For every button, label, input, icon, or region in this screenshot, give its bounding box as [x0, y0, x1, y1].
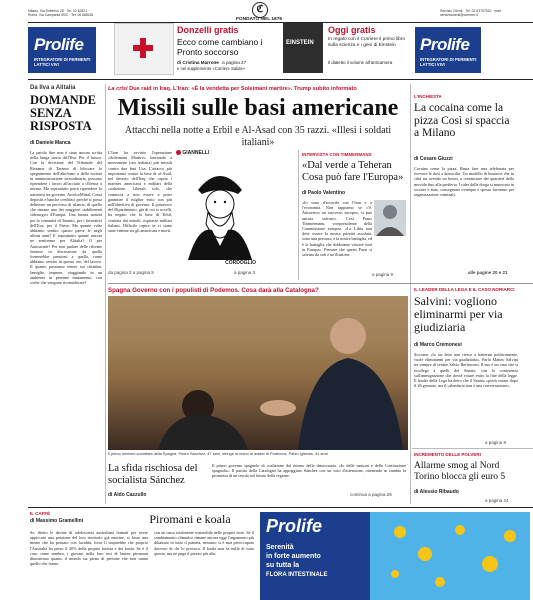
left-col-kicker: Da Ilva a Alitalia	[30, 85, 76, 91]
right-col-kicker: L'INCHIESTA	[414, 94, 442, 99]
ad-prolife-top-right[interactable]	[415, 27, 481, 73]
spain-body: Il primo governo spagnolo di coalizione dal ritorno della democrazia. «Io delle nazioni e della Costituzione spagnola». Il partito della Catalogna ha appoggiato Sánchez con un voto d'astensione, ottenendo in cambio la promessa di un tavolo sul futuro della regione.	[212, 463, 406, 479]
right-col-byline: di Cesare Giuzzi	[414, 156, 453, 162]
ad-bottom-line4: FLORA INTESTINALE	[266, 572, 328, 578]
right-col-headline[interactable]: La cocaina come la pizza Così si spaccia a Milano	[414, 102, 510, 139]
promo-right-sub: Il dialetto il volume all'anticamera	[328, 60, 393, 65]
promo-thumbnail-einstein[interactable]	[283, 23, 323, 73]
salvini-body: Siccome «lo sia letto non riesco a battermi politicamente, vuole eliminarmi per via giudiziaria». Parla Matteo Salvini tra sempre di sentire Silvio Berlusconi. Il suo è un caso che si ricollega a quelli del Senato, con la conferenza sull'immigrazione che dovrà votare entro la fine della legge. Il leader della Lega ha detto che il Senato «potrà votare dopo il 26 gennaio, ma il calendario non è una conversazione».	[414, 352, 518, 389]
person-silhouette-icon	[374, 200, 406, 236]
ad-bottom-line1: Serenità	[266, 544, 294, 551]
promo-left-title: Donzelli gratis	[177, 25, 239, 35]
spain-kicker-text: Governo con i populisti di Podemos. Cosa darà alla Catalogna?	[132, 287, 319, 294]
masthead-right-info: Servizio Clienti · Tel. 02 63797510 · mail: servizioclienti@corriere.it	[440, 9, 502, 17]
left-col-title[interactable]: DOMANDE SENZA RISPOSTA	[30, 93, 96, 133]
main-body: L'Iran ha avviato l'operazione «Soleimani Martire» lanciando a mezzanotte (ora italiana) più missili contro due basi Usa. L'attacco più importante contro la base di al-Asad, nel deserto dell'Iraq che ospita i marines americani e militari della coalizione. Liberali solo, che comincia a non essere a poter garantire il miglior esito con più nell'obiettivo di governo. Il portavoce del Dipartimento, già di cui si uccelli, ha negato che la base di Erbil, centrata dai missili, ospitasse militari italiani. Difficile capire se ci siano state vittime tra gli americani e morti.	[108, 150, 172, 234]
cartoon-drawing	[178, 160, 262, 270]
cartoon-header	[176, 150, 209, 156]
probiotic-dots-graphic	[370, 512, 530, 600]
promo-left-author-name: di Cristina Marrone	[177, 60, 219, 65]
bottom-divider	[28, 507, 533, 508]
masthead-logo: ℭ	[252, 2, 268, 18]
spain-kicker: Spagna	[108, 287, 131, 294]
ad-subtext: INTEGRATORI DI FERMENTI LATTICI VIVI	[420, 57, 477, 67]
masthead-divider	[28, 22, 533, 23]
ad-bottom-line2: in forte aumento	[266, 553, 321, 560]
promo-left-author	[177, 60, 246, 65]
smog-page: a pagina 24	[485, 498, 509, 503]
masthead-founded: FONDATO NEL 1876	[235, 17, 283, 22]
caffe-body-left: Se, dietro le decine di adolescenti australiani fermati per avere appiccato una porzione del loro territorio già enorme, ci fosse una mente che ha pensato con lucidità, forse li stupirebbe che proprio l'Australia ha perso il 20% della propria foresta e dei koala. Se è il caso come sembra, i giovani nella loro tesi di laurea piromani dimostrano quanto il mondo sia pieno di persone che non sanno quello che fanno.	[30, 530, 148, 567]
interview-headline[interactable]: «Dal verde a Teheran Cosa può fare l'Europa»	[302, 160, 404, 183]
left-col-byline: di Daniele Manca	[30, 140, 71, 146]
main-headline[interactable]: Missili sulle basi americane	[117, 95, 399, 121]
salvini-byline: di Marco Cremonesi	[414, 342, 462, 348]
cartoon-image[interactable]	[178, 160, 262, 270]
spain-byline: di Aldo Cazzullo	[108, 492, 147, 498]
interview-photo	[374, 200, 406, 236]
spain-kicker-line	[108, 287, 408, 294]
salvini-kicker: IL LEADER DELLA LEGA E IL CASO NORIARCI	[414, 287, 515, 292]
spain-caption: Il primo ministro socialista della Spagna, Pedro Sánchez, 47 anni, stringe la mano al leader di Podemos, Pablo Iglesias, 41 anni	[108, 451, 328, 456]
left-col-body: La parola fine non è stata ancora scritta nella lunga storia dell'Ilva. Per il futuro. Con la decisione del Tribunale del Riesame di Taranto di bloccare lo spegnimento dell'altoforno a della società in amministrazione straordinaria, possono riprendere i lavori all'acciaio a d'ilenca a norma. Ma soprattutto potrà riprendere la trattativa tra governo, ArcelorMittal, Cassa depositi e banche creditrici perché si possa delineare un percorso di rilancio di quello che rimane uno dei maggiori stabilimenti siderurgici d'Europa. Una buona notizia per la comunità di Taranto, per i lavoratori dell'Ilva, per il Paese. Ma quante volte abbiamo sentito questo paese le negli ultimi anni? E soprattutto quante ancora ne sentiremo per Alitalia? O per Autostrade? Per non parlare delle riforme rimesse in discussione da quella formerebbe pensioni a quella, come abbiamo sentito in questo ore, del lavoro. Il quanto possiamo tenere sui cittadini, famiglie, imprese, viaggiando in un ambiente in perenne mutamento, con scelte che vengono riconsiderate?	[30, 150, 102, 286]
caffe-byline: di Massimo Gramellini	[30, 518, 84, 524]
ad-prolife-bottom[interactable]	[260, 512, 530, 600]
caffe-kicker: IL CAFFÈ	[30, 511, 51, 516]
ad-bottom-visual	[370, 512, 530, 600]
main-pages: da pagina 2 a pagina 9	[108, 270, 154, 275]
spain-photo[interactable]	[108, 296, 408, 450]
interview-byline: di Paolo Valentino	[302, 190, 346, 196]
main-kicker: La crisi	[108, 86, 128, 92]
spain-headline[interactable]: La sfida rischiosa del socialista Sánchez	[108, 463, 198, 486]
promo-thumbnail-salute[interactable]	[114, 23, 174, 75]
main-kicker-line	[108, 86, 408, 92]
caffe-headline[interactable]: Piromani e koala	[149, 512, 231, 526]
right-col-pages: alle pagine 20 e 21	[468, 270, 508, 275]
cartoon-author: GIANNELLI	[182, 150, 210, 156]
interview-page: a pagina 9	[372, 272, 394, 277]
right-col-body: Cocaina come la pizza. Basta fare una telefonata per ricevere le dosi a domicilio. Un modello di business che in città sta avendo un boom, a cominciare dai quartieri della movida fino alla periferia. I rider della droga si muovono in scooter e auto, consegnano ovunque e spesso lavorano per organizzazioni criminali.	[414, 166, 514, 198]
promo-right-text[interactable]: In regalo con il Corriere il primo libro sulla scienza e i geni di Einstein	[328, 37, 406, 48]
main-page-right: a pagina 3	[234, 270, 256, 275]
main-subheadline: Attacchi nella notte a Erbil e Al-Asad con 35 razzi. «Illesi i soldati italiani»	[124, 125, 392, 148]
interview-kicker: INTERVISTA CON TIMMERMANS	[302, 152, 372, 157]
interview-body: «Io sono d'accordo con l'Iran e a l'economia. Non sappiamo se c'è. Attraverso un successo europeo, si può ancora salvare». Così Frans Timmermans, vicepresidente della Commissione europea. «La Libia non deve essere la nostra priorità assoluta, sono una persona, è la nostra battaglia, ed è la battaglia che dobbiamo vincere tutti in Europa». Pensare che questi Paesi si salvino da soli è un'illusione.	[302, 200, 372, 258]
ad-prolife-top-left[interactable]	[28, 27, 96, 73]
promo-left-headline[interactable]: Ecco come cambiano i Pronto soccorso	[177, 37, 263, 57]
salute-cross-icon	[133, 38, 153, 58]
interview-divider	[298, 150, 299, 280]
left-col-divider	[105, 84, 106, 504]
promo-left-sub: e nel supplemento «Corriere Salute»	[177, 66, 246, 71]
mid-divider	[108, 283, 533, 284]
smog-byline: di Alessio Ribaudo	[414, 489, 459, 495]
caffe-body-right: con un tasso totalmente sostenibile nelle proprie terre. Se il cambiamento climatico rimane ancora oggi l'argomento più dibattuto in tutto il pianeta, nessuno si è mai preoccupato davvero di chi lo provoca. Il koala non sa nulla di tutto questo, ma ne paga il prezzo più alto.	[154, 530, 254, 556]
ad-brand: Prolife	[34, 35, 84, 54]
header-divider	[28, 79, 533, 80]
cartoon-signature: CORDOGLIO	[225, 260, 256, 266]
right-col-divider	[410, 84, 411, 504]
cartoon-dot-icon	[176, 150, 181, 155]
ad-brand: Prolife	[420, 35, 470, 54]
spain-photo-figures	[108, 296, 408, 450]
masthead-left-info: Milano, Via Solferino 28 · Tel. 02 62821 · Roma, Via Campania 59/C · Tel. 06 688281	[28, 9, 94, 17]
main-kicker-text: Due raid in Iraq. L'Iran: «È la vendetta per Soleimani martire». Trump subito informato	[129, 86, 357, 92]
salvini-page: a pagina 8	[485, 440, 507, 445]
salvini-headline[interactable]: Salvini: vogliono eliminarmi per via giudiziaria	[414, 294, 503, 334]
ad-bottom-brand: Prolife	[266, 516, 323, 536]
einstein-book-label: EINSTEIN	[286, 40, 314, 46]
right-mid-divider	[412, 448, 533, 449]
promo-right-title: Oggi gratis	[328, 25, 376, 35]
spain-page: continua a pagina 28	[350, 492, 392, 497]
ad-bottom-line3: su tutta la	[266, 562, 300, 569]
ad-subtext: INTEGRATORI DI FERMENTI LATTICI VIVI	[34, 57, 91, 67]
smog-kicker: INCREMENTO DELLE POLVERI	[414, 452, 481, 457]
ad-bottom-panel	[260, 512, 370, 600]
smog-headline[interactable]: Allarme smog al Nord Torino blocca gli euro 5	[414, 461, 506, 482]
promo-left-page: a pagina 27	[222, 60, 247, 65]
